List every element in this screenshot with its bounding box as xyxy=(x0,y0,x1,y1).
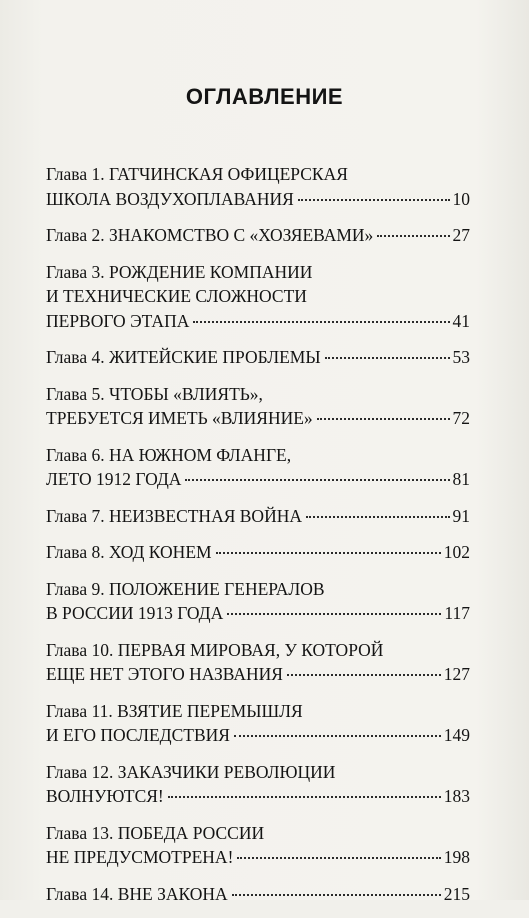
toc-page-number: 215 xyxy=(443,883,470,904)
toc-entry xyxy=(46,760,470,809)
toc-page-number: 183 xyxy=(443,786,470,806)
toc-entry-title-line: В РОССИИ 1913 ГОДА xyxy=(46,603,224,623)
toc-entry-title-line: Глава 7. НЕИЗВЕСТНАЯ ВОЙНА xyxy=(46,505,302,526)
dot-leader xyxy=(193,321,449,323)
toc-entry-title-line: И ТЕХНИЧЕСКИЕ СЛОЖНОСТИ xyxy=(46,286,307,306)
dot-leader xyxy=(287,674,441,676)
toc-page-number: 10 xyxy=(452,188,470,209)
toc-page-number: 149 xyxy=(443,725,470,745)
toc-entry xyxy=(46,504,470,529)
toc-entry-title-line: И ЕГО ПОСЛЕДСТВИЯ xyxy=(46,725,230,745)
toc-entry-title-line: Глава 11. ВЗЯТИЕ ПЕРЕМЫШЛЯ xyxy=(46,700,303,721)
toc-entry-last-line xyxy=(46,723,470,748)
toc-entry-last-line xyxy=(46,345,470,370)
toc-page-number: 72 xyxy=(452,408,470,428)
toc-page-number: 117 xyxy=(444,603,470,623)
toc-entry-last-line xyxy=(46,223,470,248)
toc-page-number: 53 xyxy=(452,347,470,367)
toc-entry-title-line: Глава 14. ВНЕ ЗАКОНА xyxy=(46,883,228,904)
toc-page-number: 81 xyxy=(452,469,470,489)
toc-page-number: 91 xyxy=(452,505,470,526)
toc-entry-title-line: Глава 3. РОЖДЕНИЕ КОМПАНИИ xyxy=(46,261,313,282)
dot-leader xyxy=(237,857,440,859)
toc-entry-title-line: Глава 9. ПОЛОЖЕНИЕ ГЕНЕРАЛОВ xyxy=(46,578,325,599)
toc-entry xyxy=(46,699,470,748)
dot-leader xyxy=(227,613,441,615)
dot-leader xyxy=(306,516,450,518)
toc-entry-title-line: Глава 4. ЖИТЕЙСКИЕ ПРОБЛЕМЫ xyxy=(46,347,321,367)
page-title: ОГЛАВЛЕНИЕ xyxy=(185,84,344,109)
toc-entry-title-line: Глава 6. НА ЮЖНОМ ФЛАНГЕ, xyxy=(46,444,292,465)
toc-entry-title-line: ЛЕТО 1912 ГОДА xyxy=(46,469,182,489)
toc-entry-title-line: Глава 10. ПЕРВАЯ МИРОВАЯ, У КОТОРОЙ xyxy=(46,639,384,660)
toc-entry-last-line xyxy=(46,309,470,334)
toc-page-number: 41 xyxy=(452,310,470,331)
dot-leader xyxy=(232,894,441,896)
toc-page-number: 27 xyxy=(452,225,470,245)
toc-entry xyxy=(46,882,470,907)
toc-entry xyxy=(46,382,470,431)
dot-leader xyxy=(325,357,450,359)
toc-entry-title-line: Глава 12. ЗАКАЗЧИКИ РЕВОЛЮЦИИ xyxy=(46,761,336,782)
toc-entry xyxy=(46,821,470,870)
toc-entry-last-line xyxy=(46,845,470,870)
toc-entry-title-line: ЕЩЕ НЕТ ЭТОГО НАЗВАНИЯ xyxy=(46,664,283,684)
dot-leader xyxy=(298,199,450,201)
toc-entry-title-line: Глава 8. ХОД КОНЕМ xyxy=(46,542,212,562)
toc-entry-last-line xyxy=(46,467,470,492)
toc-entry-title-line: Глава 13. ПОБЕДА РОССИИ xyxy=(46,822,265,843)
toc-entry-title-line: НЕ ПРЕДУСМОТРЕНА! xyxy=(46,847,234,867)
toc-entry-last-line xyxy=(46,406,470,431)
toc-entry xyxy=(46,638,470,687)
toc-entry-last-line xyxy=(46,662,470,687)
toc-entry xyxy=(46,260,470,334)
toc-entry-last-line xyxy=(46,504,470,529)
toc-entry xyxy=(46,345,470,370)
toc-entry-last-line xyxy=(46,540,470,565)
dot-leader xyxy=(185,479,449,481)
toc-entry-title-line: Глава 5. ЧТОБЫ «ВЛИЯТЬ», xyxy=(46,383,263,404)
dot-leader xyxy=(168,796,441,798)
toc-entry-title-line: ВОЛНУЮТСЯ! xyxy=(46,786,164,806)
dot-leader xyxy=(377,235,449,237)
toc-entry xyxy=(46,443,470,492)
toc-entry-title-line: Глава 1. ГАТЧИНСКАЯ ОФИЦЕРСКАЯ xyxy=(46,164,348,184)
toc-entry-last-line xyxy=(46,882,470,907)
toc-page-number: 198 xyxy=(443,847,470,867)
toc-page-number: 102 xyxy=(443,542,470,562)
toc-entry xyxy=(46,540,470,565)
toc-entry xyxy=(46,577,470,626)
dot-leader xyxy=(216,552,441,554)
dot-leader xyxy=(234,735,441,737)
toc-entry-title-line: ТРЕБУЕТСЯ ИМЕТЬ «ВЛИЯНИЕ» xyxy=(46,408,313,428)
toc-entry xyxy=(46,223,470,248)
table-of-contents xyxy=(46,162,470,918)
toc-entry-last-line xyxy=(46,601,470,626)
toc-page-number: 127 xyxy=(443,664,470,684)
toc-entry-title-line: ШКОЛА ВОЗДУХОПЛАВАНИЯ xyxy=(46,188,294,209)
dot-leader xyxy=(317,418,450,420)
toc-entry-last-line xyxy=(46,784,470,809)
toc-entry-title-line: Глава 2. ЗНАКОМСТВО С «ХОЗЯЕВАМИ» xyxy=(46,225,374,245)
toc-entry-last-line xyxy=(46,187,470,212)
toc-entry-title-line: ПЕРВОГО ЭТАПА xyxy=(46,310,190,331)
toc-entry xyxy=(46,162,470,211)
